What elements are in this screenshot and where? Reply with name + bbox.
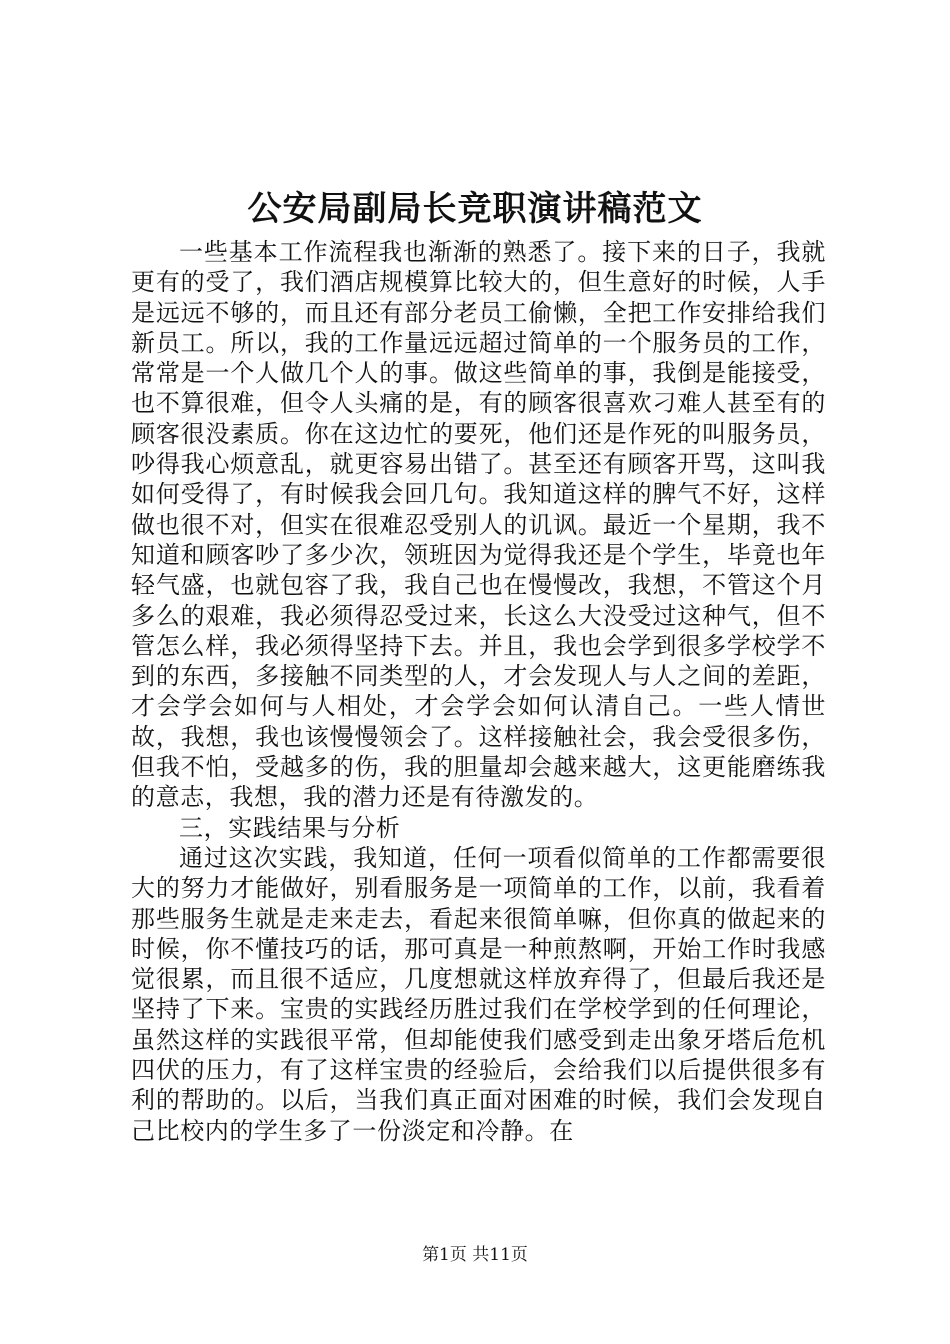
paragraph-work-experience: 一些基本工作流程我也渐渐的熟悉了。接下来的日子，我就更有的受了，我们酒店规模算比较大的，但生意好的时候，人手是远远不够的，而且还有部分老员工偷懒，全把工作安排给我们新员工。所以，我的工作量远远超过简单的一个服务员的工作，常常是一个人做几个人的事。做这些简单的事，我倒是能接受，也不算很难，但令人头痛的是，有的顾客很喜欢刁难人甚至有的顾客很没素质。你在这边忙的要死，他们还是作死的叫服务员，吵得我心烦意乱，就更容易出错了。甚至还有顾客开骂，这叫我如何受得了，有时候我会回几句。我知道这样的脾气不好，这样做也很不对，但实在很难忍受别人的讥讽。最近一个星期，我不知道和顾客吵了多少次，领班因为觉得我还是个学生，毕竟也年轻气盛，也就包容了我，我自己也在慢慢改，我想，不管这个月多么的艰难，我必须得忍受过来，长这么大没受过这种气，但不管怎么样，我必须得坚持下去。并且，我也会学到很多学校学不到的东西，多接触不同类型的人，才会发现人与人之间的差距，才会学会如何与人相处，才会学会如何认清自己。一些人情世故，我想，我也该慢慢领会了。这样接触社会，我会受很多伤，但我不怕，受越多的伤，我的胆量却会越来越大，这更能磨练我的意志，我想，我的潜力还是有待激发的。 bbox=[131, 238, 826, 812]
document-title: 公安局副局长竞职演讲稿范文 bbox=[247, 189, 703, 229]
document-body bbox=[131, 237, 826, 1146]
page-number-footer: 第1页 共11页 bbox=[422, 1245, 528, 1265]
section-heading-results: 三，实践结果与分析 bbox=[179, 813, 401, 842]
paragraph-results-analysis: 通过这次实践，我知道，任何一项看似简单的工作都需要很大的努力才能做好，别看服务是一项简单的工作，以前，我看着那些服务生就是走来走去，看起来很简单嘛，但你真的做起来的时候，你不懂技巧的话，那可真是一种煎熬啊，开始工作时我感觉很累，而且很不适应，几度想就这样放弃得了，但最后我还是坚持了下来。宝贵的实践经历胜过我们在学校学到的任何理论，虽然这样的实践很平常，但却能使我们感受到走出象牙塔后危机四伏的压力，有了这样宝贵的经验后，会给我们以后提供很多有利的帮助的。以后，当我们真正面对困难的时候，我们会发现自己比校内的学生多了一份淡定和冷静。在 bbox=[131, 843, 826, 1145]
